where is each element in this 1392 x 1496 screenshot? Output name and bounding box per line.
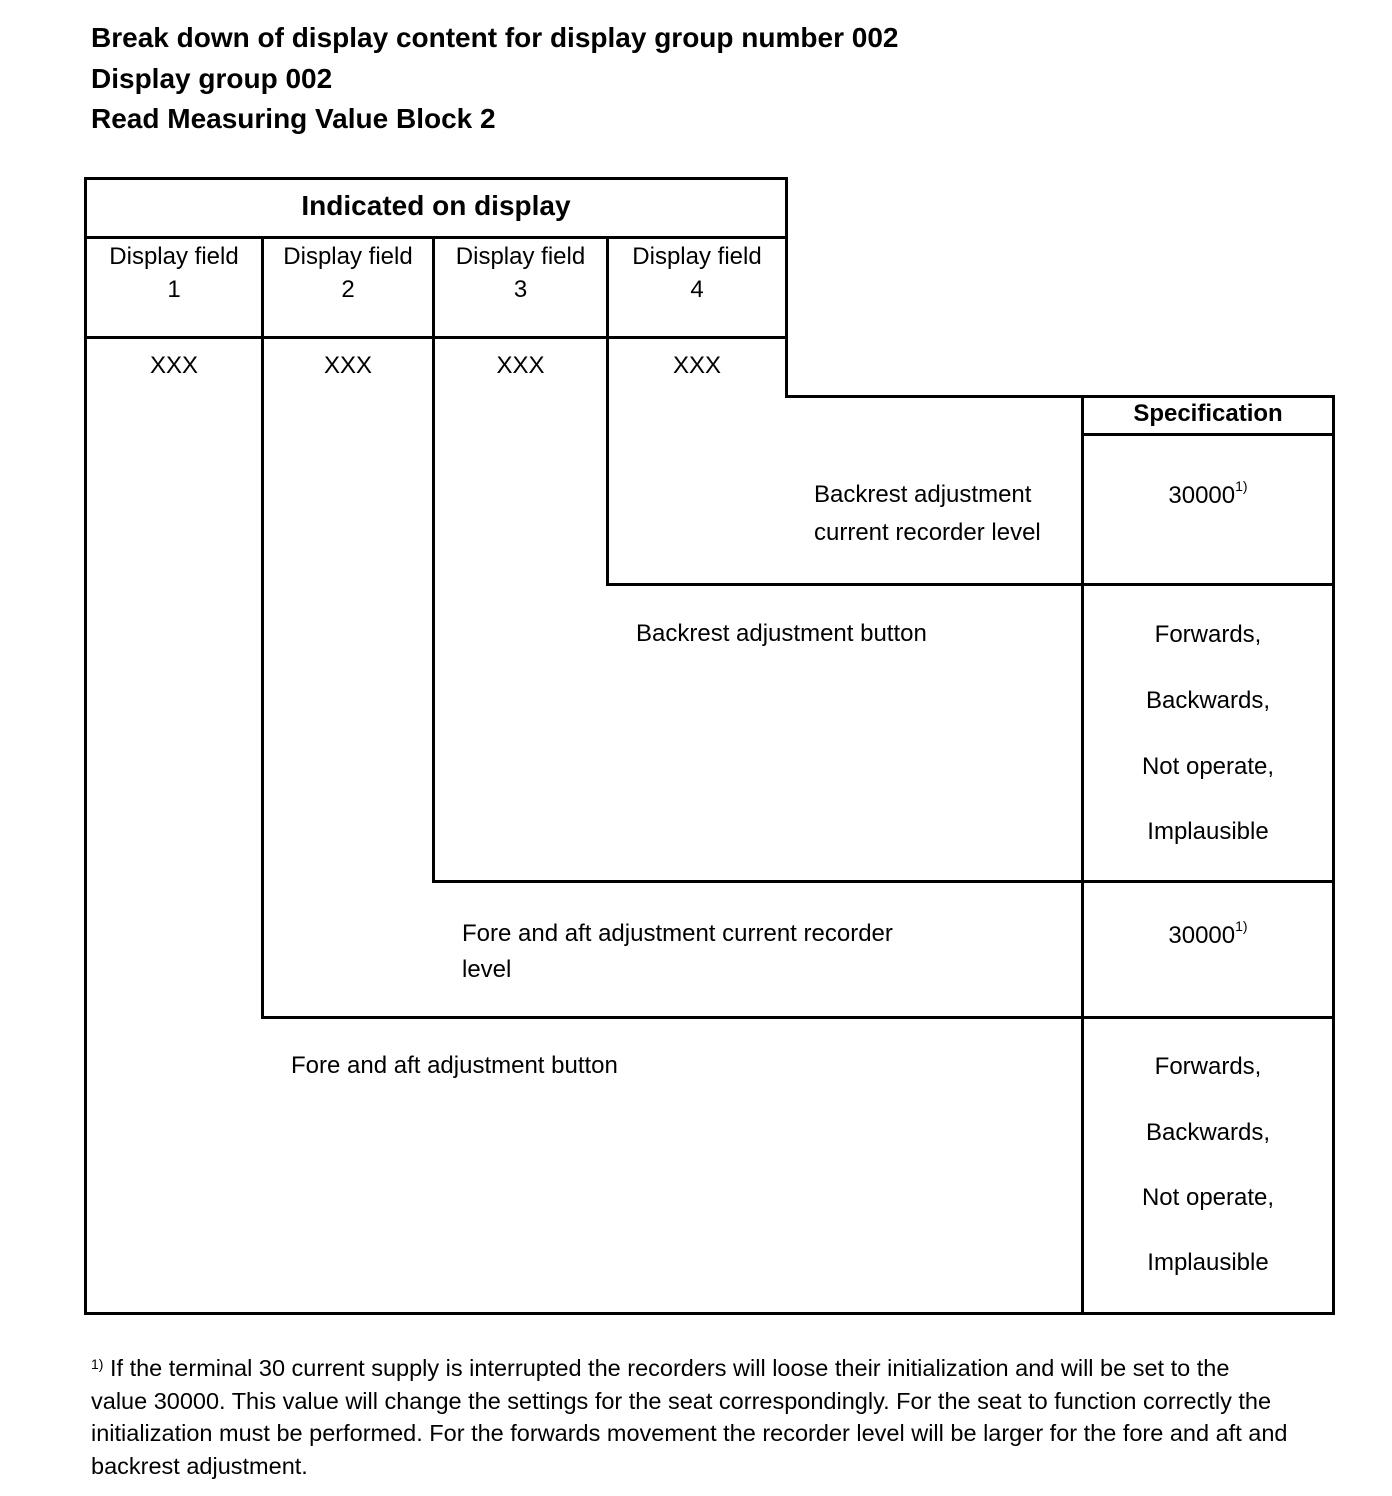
fore-aft-recorder-level-spec: 30000$^{1)}$ [1168,918,1248,949]
display-field-4-header: Display field 4 [632,243,762,303]
display-field-2-header: Display field 2 [283,243,413,303]
display-field-1-value: XXX [149,352,199,379]
display-field-4-value: XXX [672,352,722,379]
fore-aft-button-spec: Forwards, Backwards, Not operate, Implausible [1141,1053,1275,1276]
display-field-3-value: XXX [496,352,545,379]
fore-aft-recorder-level-label: Fore and aft adjustment current recorder level [462,920,893,983]
block-label: Read Measuring Value Block 2 [91,103,496,134]
footnote-marker: 1) [91,1356,104,1372]
indicated-on-display-header: Indicated on display [301,190,571,221]
specification-header: Specification [1133,400,1283,427]
footnote [91,1352,1291,1482]
fore-aft-button-label: Fore and aft adjustment button [291,1052,618,1079]
footnote-text: If the terminal 30 current supply is interrupted the recorders will loose their initialization and will be set to the value 30000. This value will change the settings for the seat correspondingly. For the seat to function correctly the initialization must be performed. For the forwards movement the recorder level will be larger for the fore and aft and backrest adjustment. [91,1355,1288,1479]
display-field-2-value: XXX [323,352,373,379]
document-title: Break down of display content for display group number 002 [91,22,899,53]
backrest-recorder-level-spec: 30000$^{1)}$ [1168,478,1248,509]
display-group-label: Display group 002 [91,63,333,94]
backrest-button-spec: Forwards, Backwards, Not operate, Implausible [1141,621,1275,845]
display-field-1-header: Display field 1 [109,243,239,303]
display-field-3-header: Display field 3 [455,243,586,303]
backrest-button-label: Backrest adjustment button [636,620,927,647]
footnote-ref: 1) [1235,918,1248,934]
backrest-recorder-level-label: Backrest adjustment current recorder level [814,481,1041,546]
footnote-ref: 1) [1235,478,1248,494]
